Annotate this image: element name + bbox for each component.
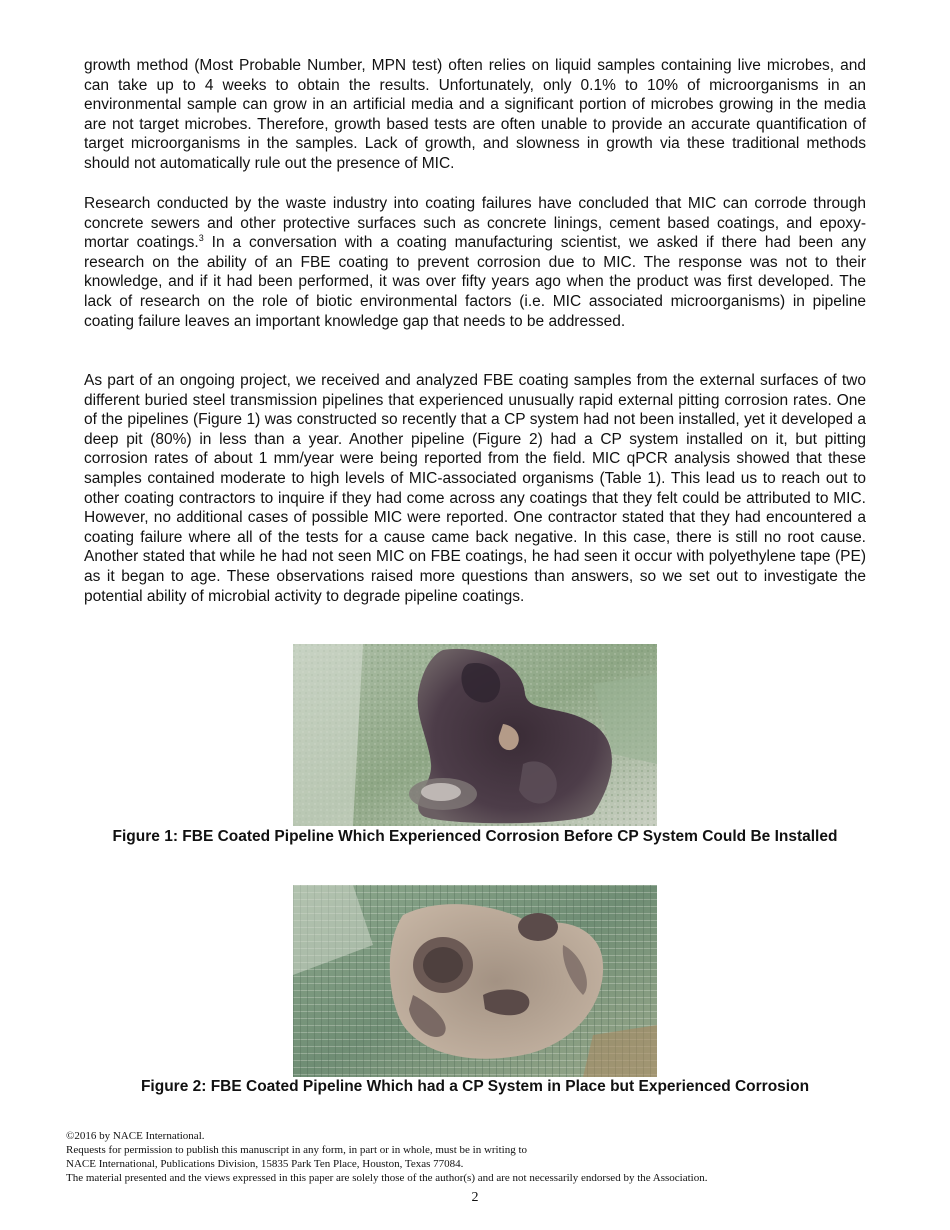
pipeline-corrosion-photo-1 bbox=[293, 644, 657, 826]
figure-2-photo bbox=[293, 885, 657, 1077]
paragraph-text-part: In a conversation with a coating manufacturing scientist, we asked if there had been any research on the ability of an FBE coating to prevent corrosion due to MIC. The response was not to their knowledge, and if it had been performed, it was over fifty years ago when the product was first developed. The lack of research on the role of biotic environmental factors (i.e. MIC associated microorganisms) in pipeline coating failure leaves an important knowledge gap that needs to be addressed. bbox=[84, 234, 866, 330]
paragraph-text-part: Research conducted by the waste industry into coating failures have concluded that MIC can corrode through concrete sewers and other protective surfaces such as concrete linings, cement based coatings, and epoxy-mortar coatings. bbox=[84, 195, 866, 252]
figure-1-caption: Figure 1: FBE Coated Pipeline Which Experienced Corrosion Before CP System Could Be Installed bbox=[112, 828, 838, 845]
footer-line: NACE International, Publications Division, 15835 Park Ten Place, Houston, Texas 77084. bbox=[66, 1158, 464, 1170]
footer-line: Requests for permission to publish this manuscript in any form, in part or in whole, must be in writing to bbox=[66, 1144, 528, 1156]
figure-2-caption: Figure 2: FBE Coated Pipeline Which had a CP System in Place but Experienced Corrosion bbox=[140, 1078, 810, 1095]
footer-line: ©2016 by NACE International. bbox=[66, 1130, 205, 1142]
paragraph-ongoing-project: As part of an ongoing project, we received and analyzed FBE coating samples from the external surfaces of two different buried steel transmission pipelines that experienced unusually rapid external pitting corrosion rates. One of the pipelines (Figure 1) was constructed so recently that a CP system had not been installed, yet it developed a deep pit (80%) in less than a year. Another pipeline (Figure 2) had a CP system installed on it, but pitting corrosion rates of about 1 mm/year were being reported from the field. MIC qPCR analysis showed that these samples contained moderate to high levels of MIC-associated organisms (Table 1). This lead us to reach out to other coating contractors to inquire if they had come across any coatings that they felt could be attributed to MIC. However, no additional cases of possible MIC were reported. One contractor stated that they had encountered a coating failure where all of the tests for a cause came back negative. In this case, there is still no root cause. Another stated that while he had not seen MIC on FBE coatings, he had seen it occur with polyethylene tape (PE) as it began to age. These observations raised more questions than answers, so we set out to investigate the potential ability of microbial activity to degrade pipeline coatings. bbox=[84, 372, 866, 605]
paragraph-research-coating-failures bbox=[84, 194, 866, 331]
footer-line: The material presented and the views expressed in this paper are solely those of the author(s) and are not necessarily endorsed by the Association. bbox=[66, 1172, 708, 1184]
figure-1-photo bbox=[293, 644, 657, 826]
paragraph-growth-methods: growth method (Most Probable Number, MPN test) often relies on liquid samples containing live microbes, and can take up to 4 weeks to obtain the results. Unfortunately, only 0.1% to 10% of microorganisms in an environmental sample can grow in an artificial media and a significant portion of microbes growing in the media are not target microbes. Therefore, growth based tests are often unable to provide an accurate quantification of target microorganisms in the samples. Lack of growth, and slowness in growth via these traditional methods should not automatically rule out the presence of MIC. bbox=[84, 57, 866, 172]
reference-superscript: 3 bbox=[198, 233, 204, 244]
pipeline-corrosion-photo-2 bbox=[293, 885, 657, 1077]
page-number: 2 bbox=[471, 1190, 479, 1205]
copyright-footer bbox=[66, 1129, 886, 1185]
